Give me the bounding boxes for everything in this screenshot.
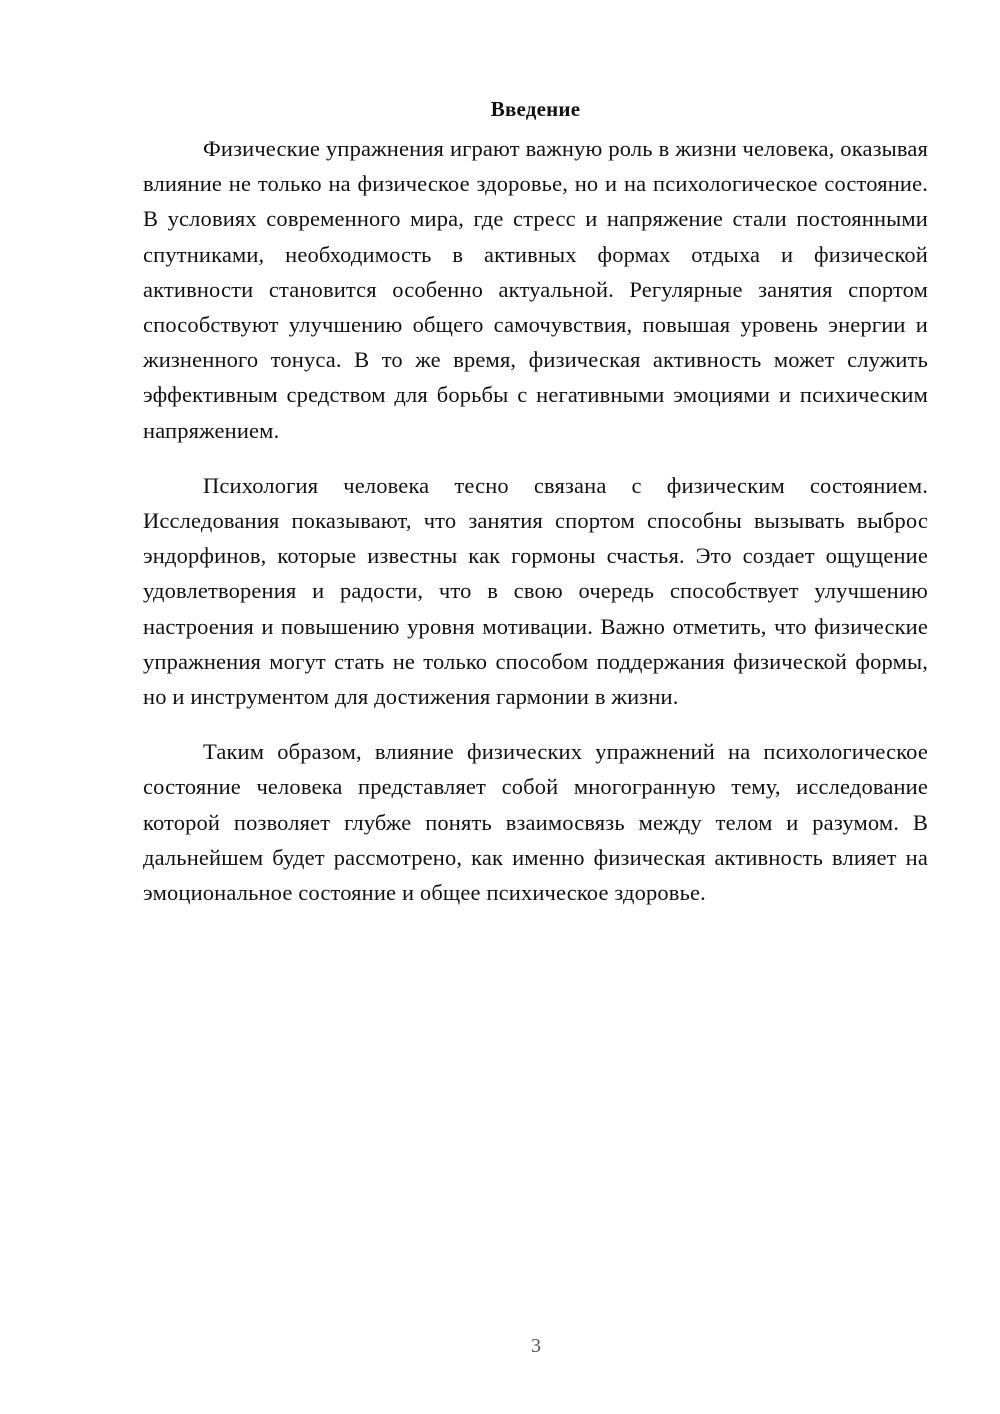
page-content: [143, 92, 928, 910]
paragraph-2: Психология человека тесно связана с физическим состоянием. Исследования показывают, что занятия спортом способны вызывать выброс эндорфинов, которые известны как гормоны счастья. Это создает ощущение удовлетворения и радости, что в свою очередь способствует улучшению настроения и повышению уровня мотивации. Важно отметить, что физические упражнения могут стать не только способом поддержания физической формы, но и инструментом для достижения гармонии в жизни.: [143, 472, 928, 710]
paragraph-1: Физические упражнения играют важную роль в жизни человека, оказывая влияние не только на физическое здоровье, но и на психологическое состояние. В условиях современного мира, где стресс и напряжение стали постоянными спутниками, необходимость в активных формах отдыха и физической активности становится особенно актуальной. Регулярные занятия спортом способствуют улучшению общего самочувствия, повышая уровень энергии и жизненного тонуса. В то же время, физическая активность может служить эффективным средством для борьбы с негативными эмоциями и психическим напряжением.: [143, 136, 928, 443]
section-heading: Введение: [490, 97, 581, 121]
page-number: 3: [531, 1335, 541, 1357]
paragraph-3: Таким образом, влияние физических упражнений на психологическое состояние человека представляет собой многогранную тему, исследование которой позволяет глубже понять взаимосвязь между телом и разумом. В дальнейшем будет рассмотрено, как именно физическая активность влияет на эмоциональное состояние и общее психическое здоровье.: [143, 739, 928, 906]
